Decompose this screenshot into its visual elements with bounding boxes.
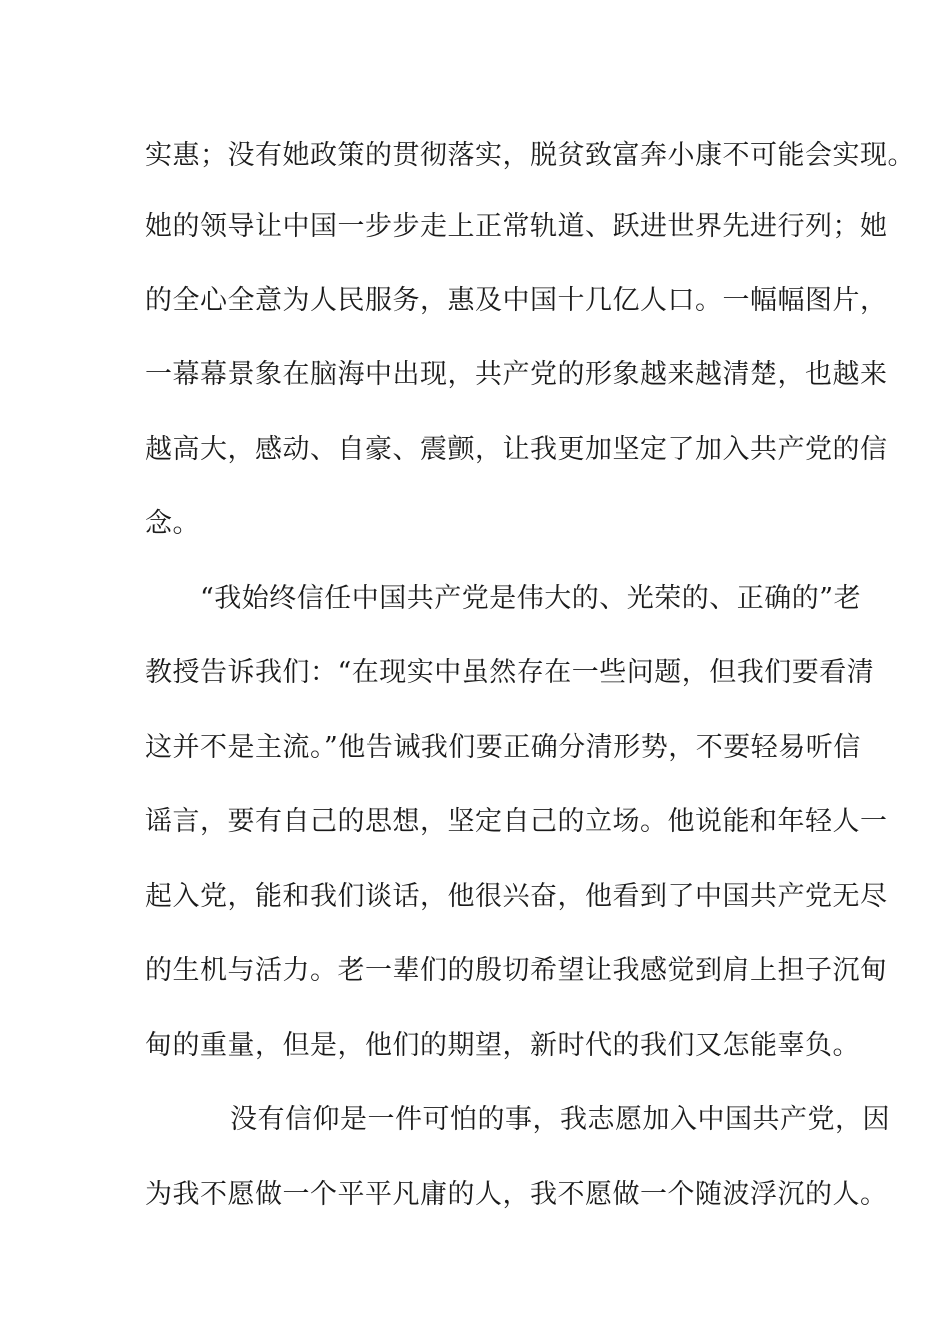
text-line: 教授告诉我们：“在现实中虽然存在一些问题，但我们要看清: [145, 657, 875, 688]
text-line: 谣言，要有自己的思想，坚定自己的立场。他说能和年轻人一: [145, 806, 888, 837]
text-line: 念。: [145, 508, 200, 539]
text-line: 的全心全意为人民服务，惠及中国十几亿人口。一幅幅图片，: [145, 285, 888, 316]
text-line: 实惠；没有她政策的贯彻落实，脱贫致富奔小康不可能会实现。: [145, 140, 915, 171]
text-line: 为我不愿做一个平平凡庸的人，我不愿做一个随波浮沉的人。: [145, 1179, 888, 1210]
paragraph-first-line: “我始终信任中国共产党是伟大的、光荣的、正确的”老: [200, 583, 862, 614]
text-line: 越高大，感动、自豪、震颤，让我更加坚定了加入共产党的信: [145, 434, 888, 465]
text-line: 的生机与活力。老一辈们的殷切希望让我感觉到肩上担子沉甸: [145, 955, 888, 986]
text-line: 甸的重量，但是，他们的期望，新时代的我们又怎能辜负。: [145, 1030, 860, 1061]
paragraph-first-line: 没有信仰是一件可怕的事，我志愿加入中国共产党，因: [230, 1104, 890, 1135]
text-line: 这并不是主流。”他告诫我们要正确分清形势，不要轻易听信: [145, 732, 861, 763]
text-line: 她的领导让中国一步步走上正常轨道、跃进世界先进行列；她: [145, 211, 888, 242]
text-line: 起入党，能和我们谈话，他很兴奋，他看到了中国共产党无尽: [145, 881, 888, 912]
text-line: 一幕幕景象在脑海中出现，共产党的形象越来越清楚，也越来: [145, 359, 888, 390]
